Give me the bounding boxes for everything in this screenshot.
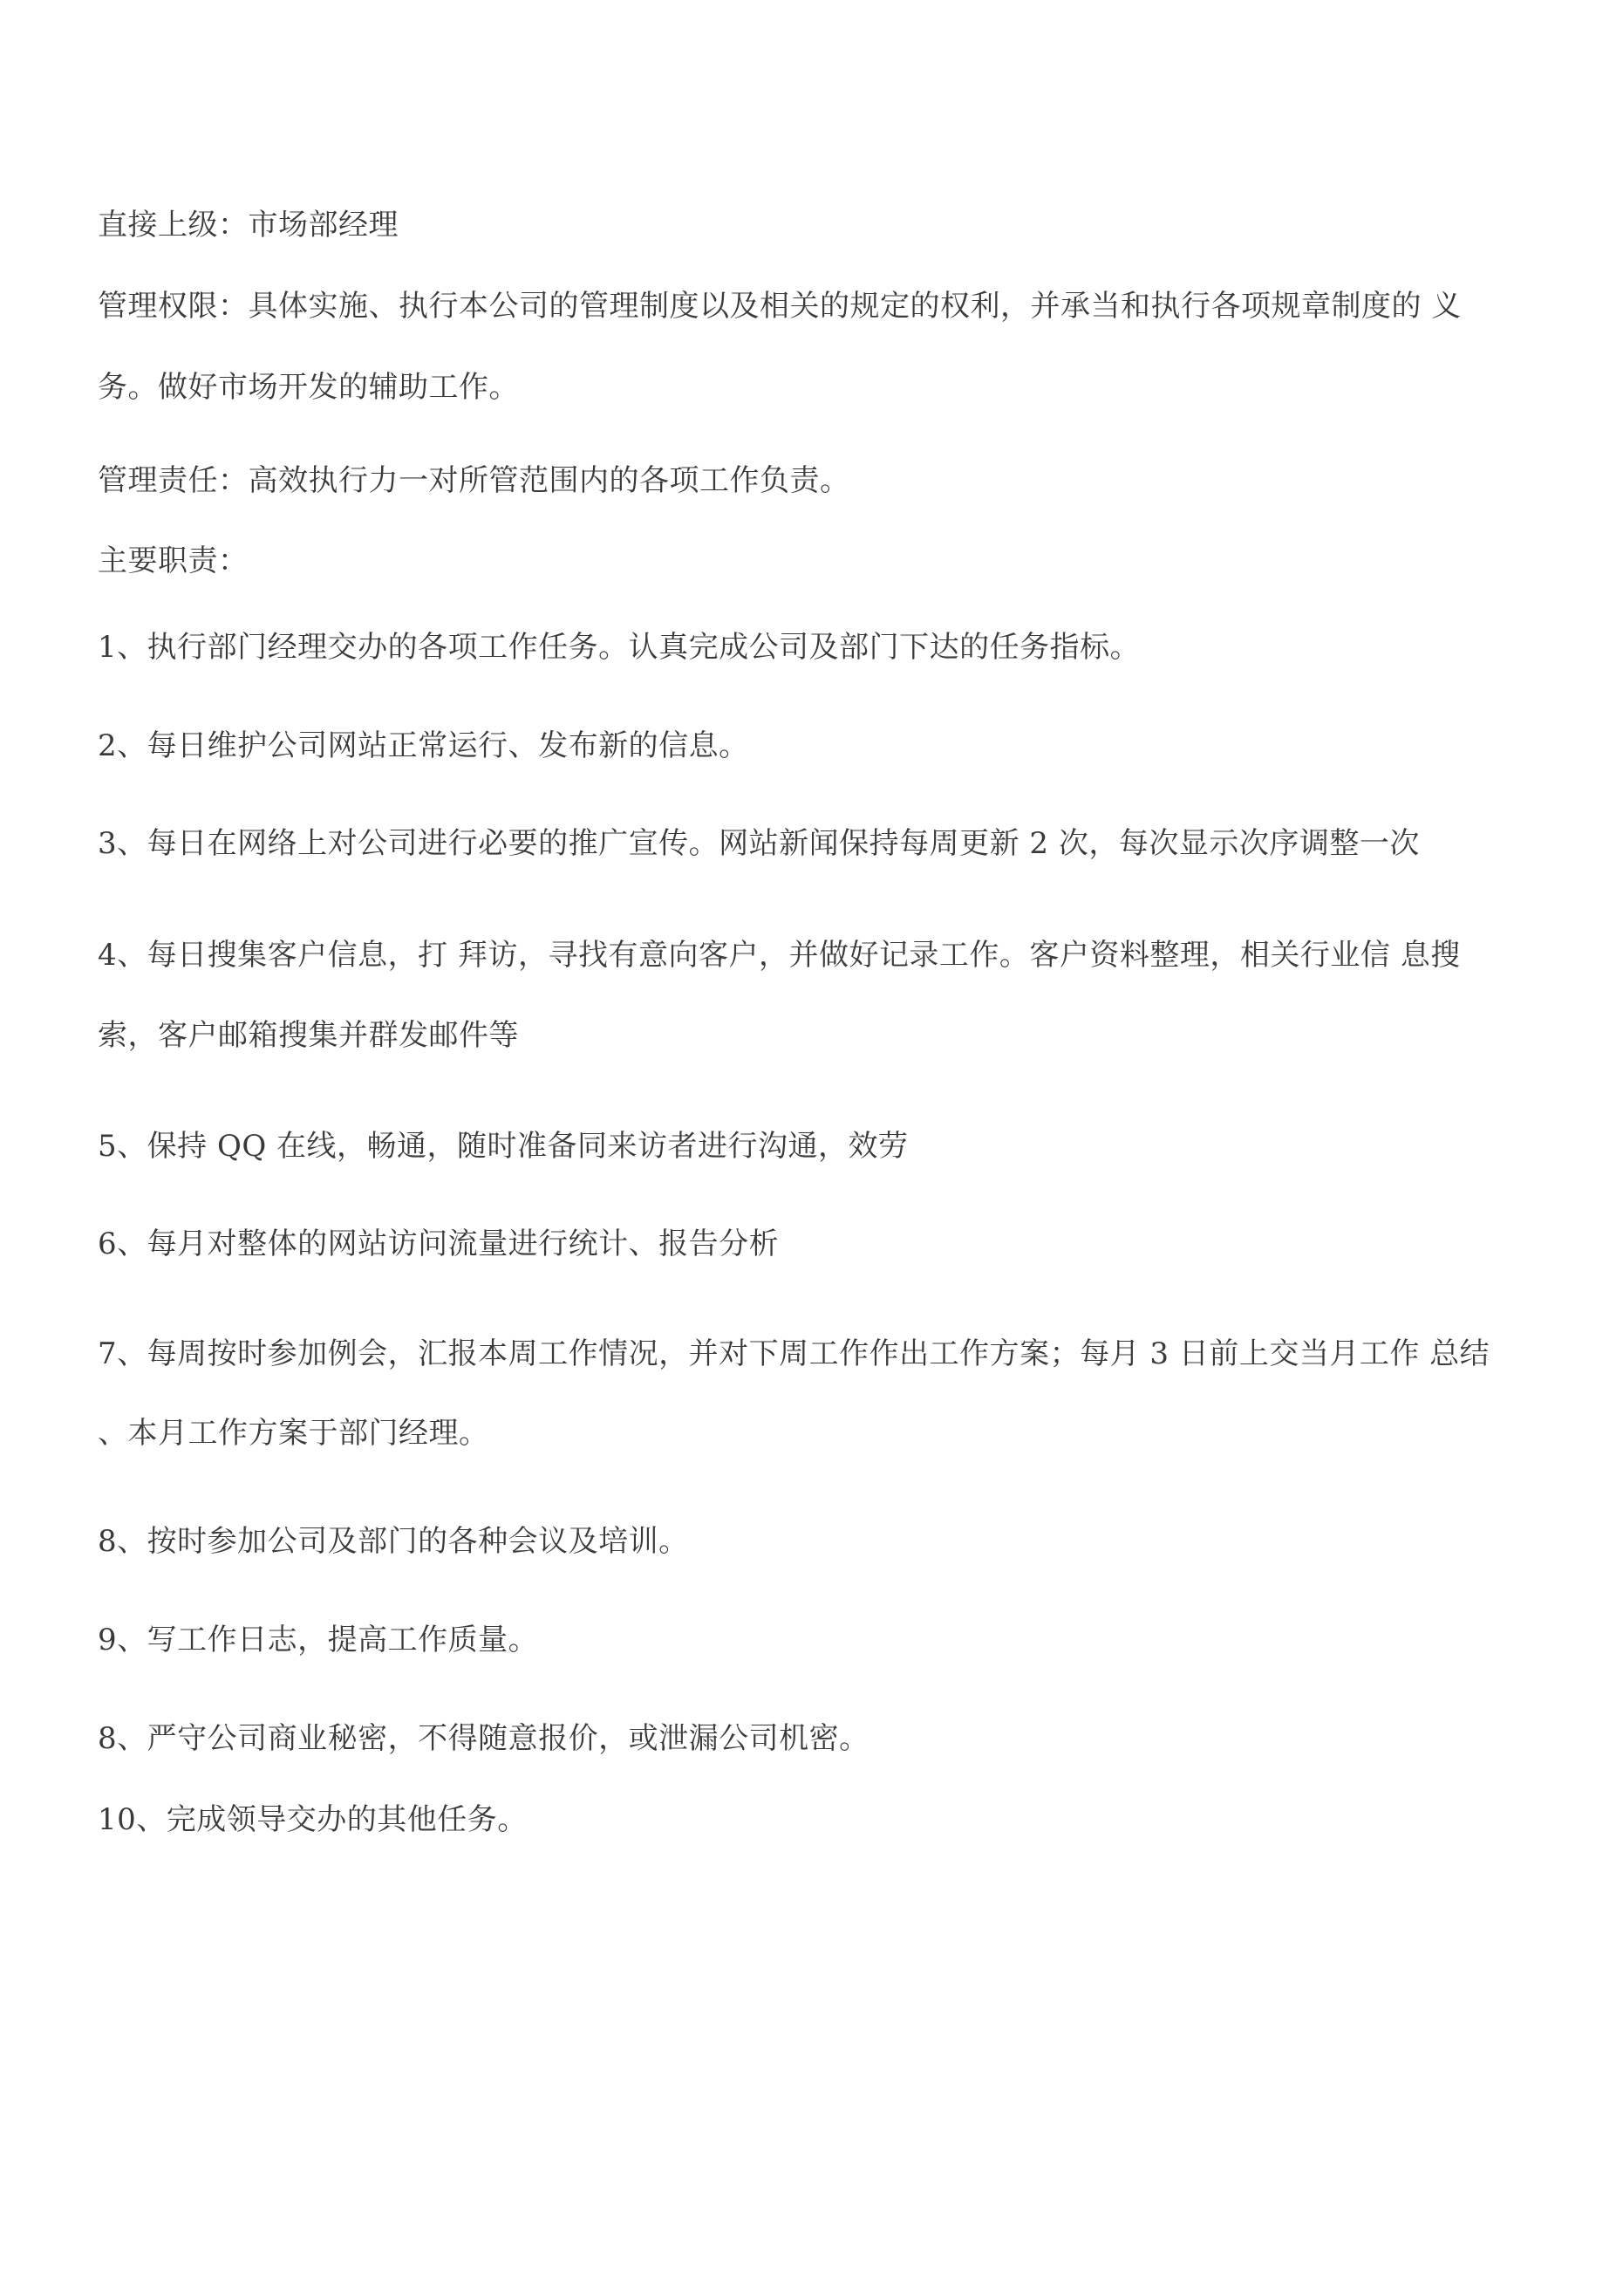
- authority-line-1: 管理权限：具体实施、执行本公司的管理制度以及相关的规定的权利，并承当和执行各项规章制度的 义: [98, 289, 1462, 324]
- duty-item-5: 5、保持 QQ 在线，畅通，随时准备同来访者进行沟通，效劳: [98, 1129, 909, 1164]
- supervisor-line: 直接上级：市场部经理: [98, 208, 399, 243]
- duty-item-4-line-1: 4、每日搜集客户信息，打 拜访，寻找有意向客户，并做好记录工作。客户资料整理，相关行业信 息搜: [98, 938, 1461, 973]
- responsibility-line: 管理责任：高效执行力一对所管范围内的各项工作负责。: [98, 463, 850, 498]
- duty-item-3: 3、每日在网络上对公司进行必要的推广宣传。网站新闻保持每周更新 2 次，每次显示次序调整一次: [98, 826, 1420, 861]
- duty-item-6: 6、每月对整体的网站访问流量进行统计、报告分析: [98, 1227, 780, 1261]
- duty-item-1: 1、执行部门经理交办的各项工作任务。认真完成公司及部门下达的任务指标。: [98, 630, 1141, 665]
- duty-item-2: 2、每日维护公司网站正常运行、发布新的信息。: [98, 728, 749, 763]
- duty-item-8b: 8、严守公司商业秘密，不得随意报价，或泄漏公司机密。: [98, 1721, 869, 1756]
- duties-heading: 主要职责：: [98, 543, 249, 578]
- duty-item-7-line-1: 7、每周按时参加例会，汇报本周工作情况，并对下周工作作出工作方案；每月 3 日前上交当月工作 总结: [98, 1336, 1490, 1371]
- authority-line-2: 务。做好市场开发的辅助工作。: [98, 370, 519, 405]
- duty-item-7-line-2: 、本月工作方案于部门经理。: [98, 1416, 489, 1451]
- duty-item-4-line-2: 索，客户邮箱搜集并群发邮件等: [98, 1018, 519, 1053]
- duty-item-9: 9、写工作日志，提高工作质量。: [98, 1623, 539, 1657]
- duty-item-10: 10、完成领导交办的其他任务。: [98, 1802, 528, 1837]
- duty-item-8: 8、按时参加公司及部门的各种会议及培训。: [98, 1524, 689, 1559]
